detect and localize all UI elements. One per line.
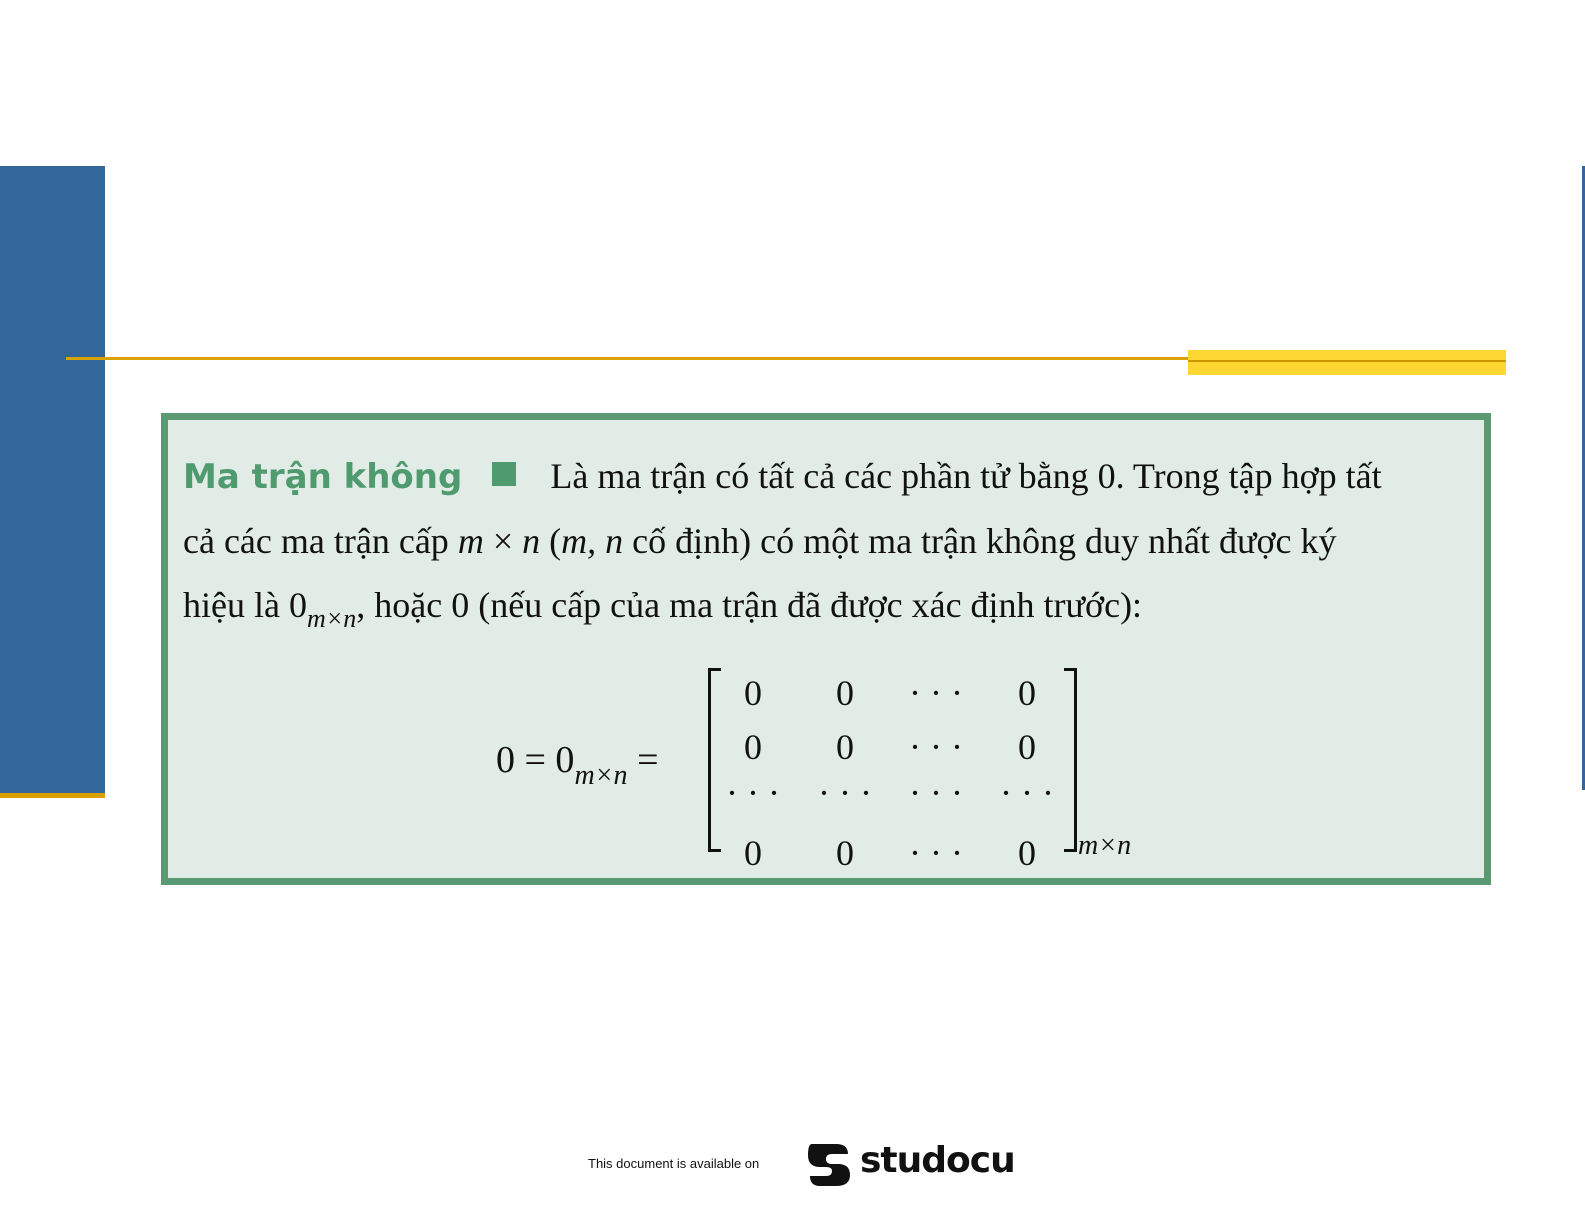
math-n: n <box>522 521 541 561</box>
matrix-cell: 0 <box>1018 727 1036 767</box>
square-bullet-icon <box>492 462 516 486</box>
math-m-n: m, n <box>561 521 624 561</box>
sidebar-gold-line <box>0 793 105 798</box>
matrix-cell: · · · <box>909 727 963 767</box>
matrix-cell: 0 <box>744 673 762 713</box>
definition-line-1 <box>183 444 1473 509</box>
equation-lhs-a: 0 = 0 <box>496 739 575 781</box>
line-2-text-b: ( <box>540 521 562 561</box>
footer-attribution[interactable] <box>588 1140 1015 1190</box>
matrix-cell: 0 <box>744 833 762 873</box>
matrix-cell: · · · <box>726 773 780 813</box>
line-3-subscript: m×n <box>306 604 357 633</box>
matrix-cell: 0 <box>836 673 854 713</box>
matrix-cell: 0 <box>1018 673 1036 713</box>
definition-term: Ma trận không <box>183 457 463 497</box>
equation-lhs-subscript: m×n <box>574 760 628 791</box>
footer-text: This document is available on <box>588 1156 760 1171</box>
studocu-brand-text: studocu <box>860 1140 1015 1181</box>
matrix-cell: 0 <box>836 727 854 767</box>
line-3-text-a: hiệu là 0 <box>183 585 307 625</box>
equation-lhs-b: = <box>627 739 659 781</box>
left-sidebar-band <box>0 166 105 793</box>
matrix-cell: · · · <box>818 773 872 813</box>
title-rule-accent <box>1188 350 1506 375</box>
title-rule-accent-line <box>1188 360 1506 362</box>
studocu-logo-icon <box>806 1140 852 1188</box>
matrix-cell: · · · <box>909 773 963 813</box>
matrix-cell: · · · <box>909 673 963 713</box>
matrix-subscript: m×n <box>1078 830 1132 861</box>
line-3-text-b: , hoặc 0 (nếu cấp của ma trận đã được xác định trước): <box>356 585 1143 625</box>
matrix-cell: · · · <box>1000 773 1054 813</box>
matrix-cell: 0 <box>1018 833 1036 873</box>
zero-matrix <box>708 668 1132 873</box>
definition-text <box>183 444 1473 651</box>
line-2-text-a: cả các ma trận cấp <box>183 521 458 561</box>
definition-box <box>161 413 1491 885</box>
definition-line-1-text: Là ma trận có tất cả các phần tử bằng 0. Trong tập hợp tất <box>550 456 1382 496</box>
matrix-cell: 0 <box>744 727 762 767</box>
line-2-text-c: cố định) có một ma trận không duy nhất được ký <box>623 521 1337 561</box>
matrix-cell: 0 <box>836 833 854 873</box>
definition-line-2 <box>183 509 1473 573</box>
equation-lhs <box>496 738 659 792</box>
definition-line-3 <box>183 573 1473 651</box>
math-m: m <box>457 521 484 561</box>
math-times: × <box>483 521 523 561</box>
matrix-cell: · · · <box>909 833 963 873</box>
